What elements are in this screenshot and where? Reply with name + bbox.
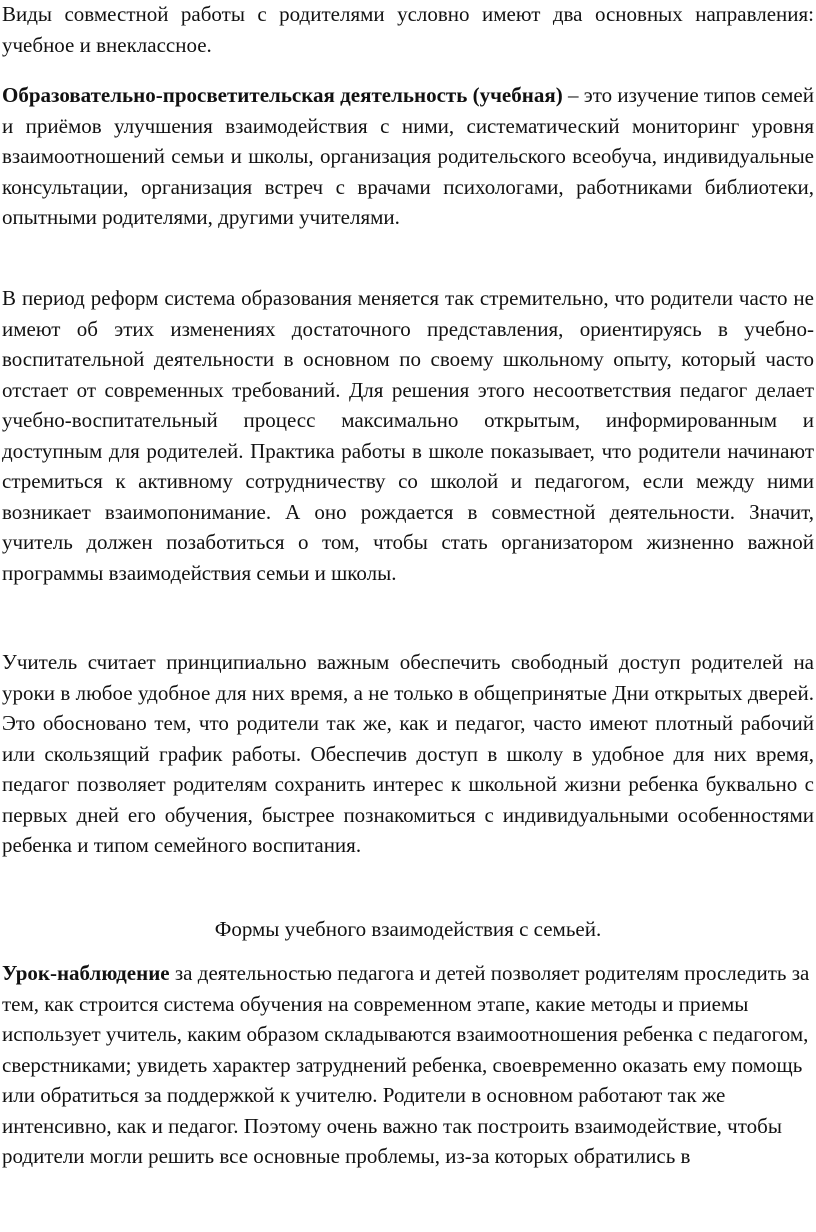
paragraph-intro: Виды совместной работы с родителями условно имеют два основных направления: учебное и внеклассное.	[2, 2, 814, 57]
lesson-observation-description: за деятельностью педагога и детей позволяет родителям проследить за тем, как строится система обучения на современном этапе, какие методы и приемы использует учитель, каким образом складываются взаимоотношения ребенка с педагогом, сверстниками; увидеть характер затруднений ребенка, своевременно оказать ему помощь или обратиться за поддержкой к учителю. Родители в основном работают так же интенсивно, как и педагог. Поэтому очень важно так построить взаимодействие, чтобы родители могли решить все основные проблемы, из-за которых обратились в	[2, 961, 810, 1168]
term-lesson-observation: Урок-наблюдение	[2, 961, 170, 985]
paragraph-educational-activity	[2, 80, 814, 233]
educational-activity-definition: – это изучение типов семей и приёмов улучшения взаимодействия с ними, систематический мониторинг уровня взаимоотношений семьи и школы, организация родительского всеобуча, индивидуальные консультации, организация встреч с врачами психологами, работниками библиотеки, опытными родителями, другими учителями.	[2, 83, 814, 229]
term-educational-activity: Образовательно-просветительская деятельность (учебная)	[2, 83, 563, 107]
paragraph-free-access: Учитель считает принципиально важным обеспечить свободный доступ родителей на уроки в любое удобное для них время, а не только в общепринятые Дни открытых дверей. Это обосновано тем, что родители так же, как и педагог, часто имеют плотный рабочий или скользящий график работы. Обеспечив доступ в школу в удобное для них время, педагог позволяет родителям сохранить интерес к школьной жизни ребенка буквально с первых дней его обучения, быстрее познакомиться с индивидуальными особенностями ребенка и типом семейного воспитания.	[2, 650, 814, 857]
paragraph-reforms: В период реформ система образования меняется так стремительно, что родители часто не имеют об этих изменениях достаточного представления, ориентируясь в учебно-воспитательной деятельности в основном по своему школьному опыту, который часто отстает от современных требований. Для решения этого несоответствия педагог делает учебно-воспитательный процесс максимально открытым, информированным и доступным для родителей. Практика работы в школе показывает, что родители начинают стремиться к активному сотрудничеству со школой и педагогом, если между ними возникает взаимопонимание. А оно рождается в совместной деятельности. Значит, учитель должен позаботиться о том, чтобы стать организатором жизненно важной программы взаимодействия семьи и школы.	[2, 286, 814, 585]
paragraph-lesson-observation	[2, 958, 814, 1172]
section-heading-forms: Формы учебного взаимодействия с семьей.	[214, 917, 602, 941]
